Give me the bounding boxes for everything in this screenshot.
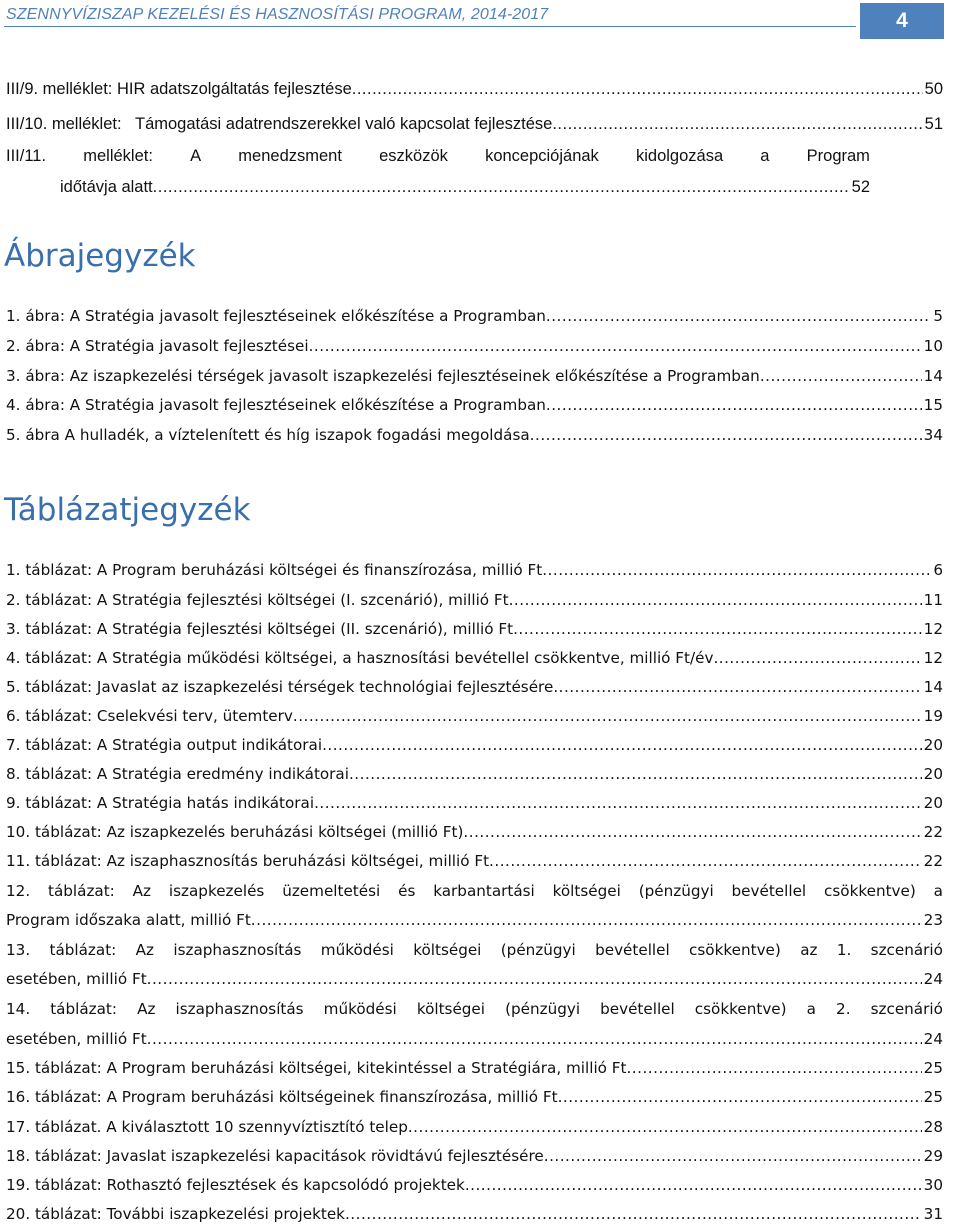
header-title: SZENNYVÍZISZAP KEZELÉSI ÉS HASZNOSÍTÁSI PROGRAM, 2014-2017 (6, 6, 549, 23)
toc-entry[interactable]: 4. táblázat: A Stratégia működési költségei, a hasznosítási bevétellel csökkentve, millió Ft/év ..... 12 (6, 648, 943, 668)
toc-entry[interactable]: 8. táblázat: A Stratégia eredmény indikátorai ..... 20 (6, 764, 943, 784)
toc-entry[interactable]: 11. táblázat: Az iszaphasznosítás beruházási költségei, millió Ft ..... 22 (6, 851, 943, 871)
toc-entry[interactable]: 19. táblázat: Rothasztó fejlesztések és kapcsolódó projektek ..... 30 (6, 1175, 943, 1195)
toc-entry[interactable]: 18. táblázat: Javaslat iszapkezelési kapacitások rövidtávú fejlesztésére ..... 29 (6, 1146, 943, 1166)
toc-entry[interactable]: 9. táblázat: A Stratégia hatás indikátorai ..... 20 (6, 793, 943, 813)
toc-entry[interactable]: 3. táblázat: A Stratégia fejlesztési költségei (II. szcenárió), millió Ft ..... 12 (6, 619, 943, 639)
page-header (0, 0, 960, 40)
toc-entry[interactable]: 5. ábra A hulladék, a víztelenített és híg iszapok fogadási megoldása ..... 34 (6, 425, 943, 445)
toc-entry-first-line[interactable]: III/11. melléklet: A menedzsment eszközök koncepciójának kidolgozása a Program (6, 147, 870, 165)
toc-entry-first-line[interactable]: 14. táblázat: Az iszaphasznosítás működési költségei (pénzügyi bevétellel csökkentve) a 2. szcenárió (6, 1000, 943, 1018)
toc-entry[interactable]: 5. táblázat: Javaslat az iszapkezelési térségek technológiai fejlesztésére ..... 14 (6, 677, 943, 697)
tables-heading: Táblázatjegyzék (4, 492, 251, 528)
toc-entry-continuation[interactable]: esetében, millió Ft ..... 24 (6, 969, 943, 989)
toc-entry[interactable]: 3. ábra: Az iszapkezelési térségek javasolt iszapkezelési fejlesztéseinek előkészítése a Programban ..... 14 (6, 366, 943, 386)
toc-entry[interactable]: 6. táblázat: Cselekvési terv, ütemterv ..... 19 (6, 706, 943, 726)
toc-entry[interactable]: III/10. melléklet: Támogatási adatrendszerekkel való kapcsolat fejlesztése ..... 51 (6, 114, 943, 134)
header-rule (4, 26, 856, 27)
toc-entry[interactable]: 15. táblázat: A Program beruházási költségei, kitekintéssel a Stratégiára, millió Ft ..... 25 (6, 1058, 943, 1078)
figures-heading: Ábrajegyzék (4, 238, 196, 274)
toc-entry[interactable]: 2. ábra: A Stratégia javasolt fejlesztései ..... 10 (6, 336, 943, 356)
toc-entry-continuation[interactable]: esetében, millió Ft ..... 24 (6, 1029, 943, 1049)
toc-entry[interactable]: III/9. melléklet: HIR adatszolgáltatás fejlesztése ..... 50 (6, 79, 943, 99)
toc-entry[interactable]: 16. táblázat: A Program beruházási költségeinek finanszírozása, millió Ft ..... 25 (6, 1087, 943, 1107)
toc-entry-continuation[interactable]: Program időszaka alatt, millió Ft ..... 23 (6, 910, 943, 930)
toc-entry[interactable]: 1. ábra: A Stratégia javasolt fejlesztéseinek előkészítése a Programban ..... 5 (6, 306, 943, 326)
toc-entry[interactable]: 2. táblázat: A Stratégia fejlesztési költségei (I. szcenárió), millió Ft ..... 11 (6, 590, 943, 610)
toc-entry-continuation[interactable]: időtávja alatt ..... 52 (60, 177, 870, 197)
toc-entry[interactable]: 4. ábra: A Stratégia javasolt fejlesztéseinek előkészítése a Programban ..... 15 (6, 395, 943, 415)
page-number-badge: 4 (860, 3, 944, 39)
toc-entry-first-line[interactable]: 13. táblázat: Az iszaphasznosítás működési költségei (pénzügyi bevétellel csökkentve) az 1. szcenárió (6, 941, 943, 959)
toc-entry[interactable]: 20. táblázat: További iszapkezelési projektek ..... 31 (6, 1204, 943, 1224)
toc-entry[interactable]: 17. táblázat. A kiválasztott 10 szennyvíztisztító telep ..... 28 (6, 1117, 943, 1137)
toc-entry[interactable]: 7. táblázat: A Stratégia output indikátorai ..... 20 (6, 735, 943, 755)
toc-entry[interactable]: 1. táblázat: A Program beruházási költségei és finanszírozása, millió Ft ..... 6 (6, 560, 943, 580)
toc-entry-first-line[interactable]: 12. táblázat: Az iszapkezelés üzemeltetési és karbantartási költségei (pénzügyi bevétellel csökkentve) a (6, 882, 943, 900)
toc-entry[interactable]: 10. táblázat: Az iszapkezelés beruházási költségei (millió Ft) ..... 22 (6, 822, 943, 842)
